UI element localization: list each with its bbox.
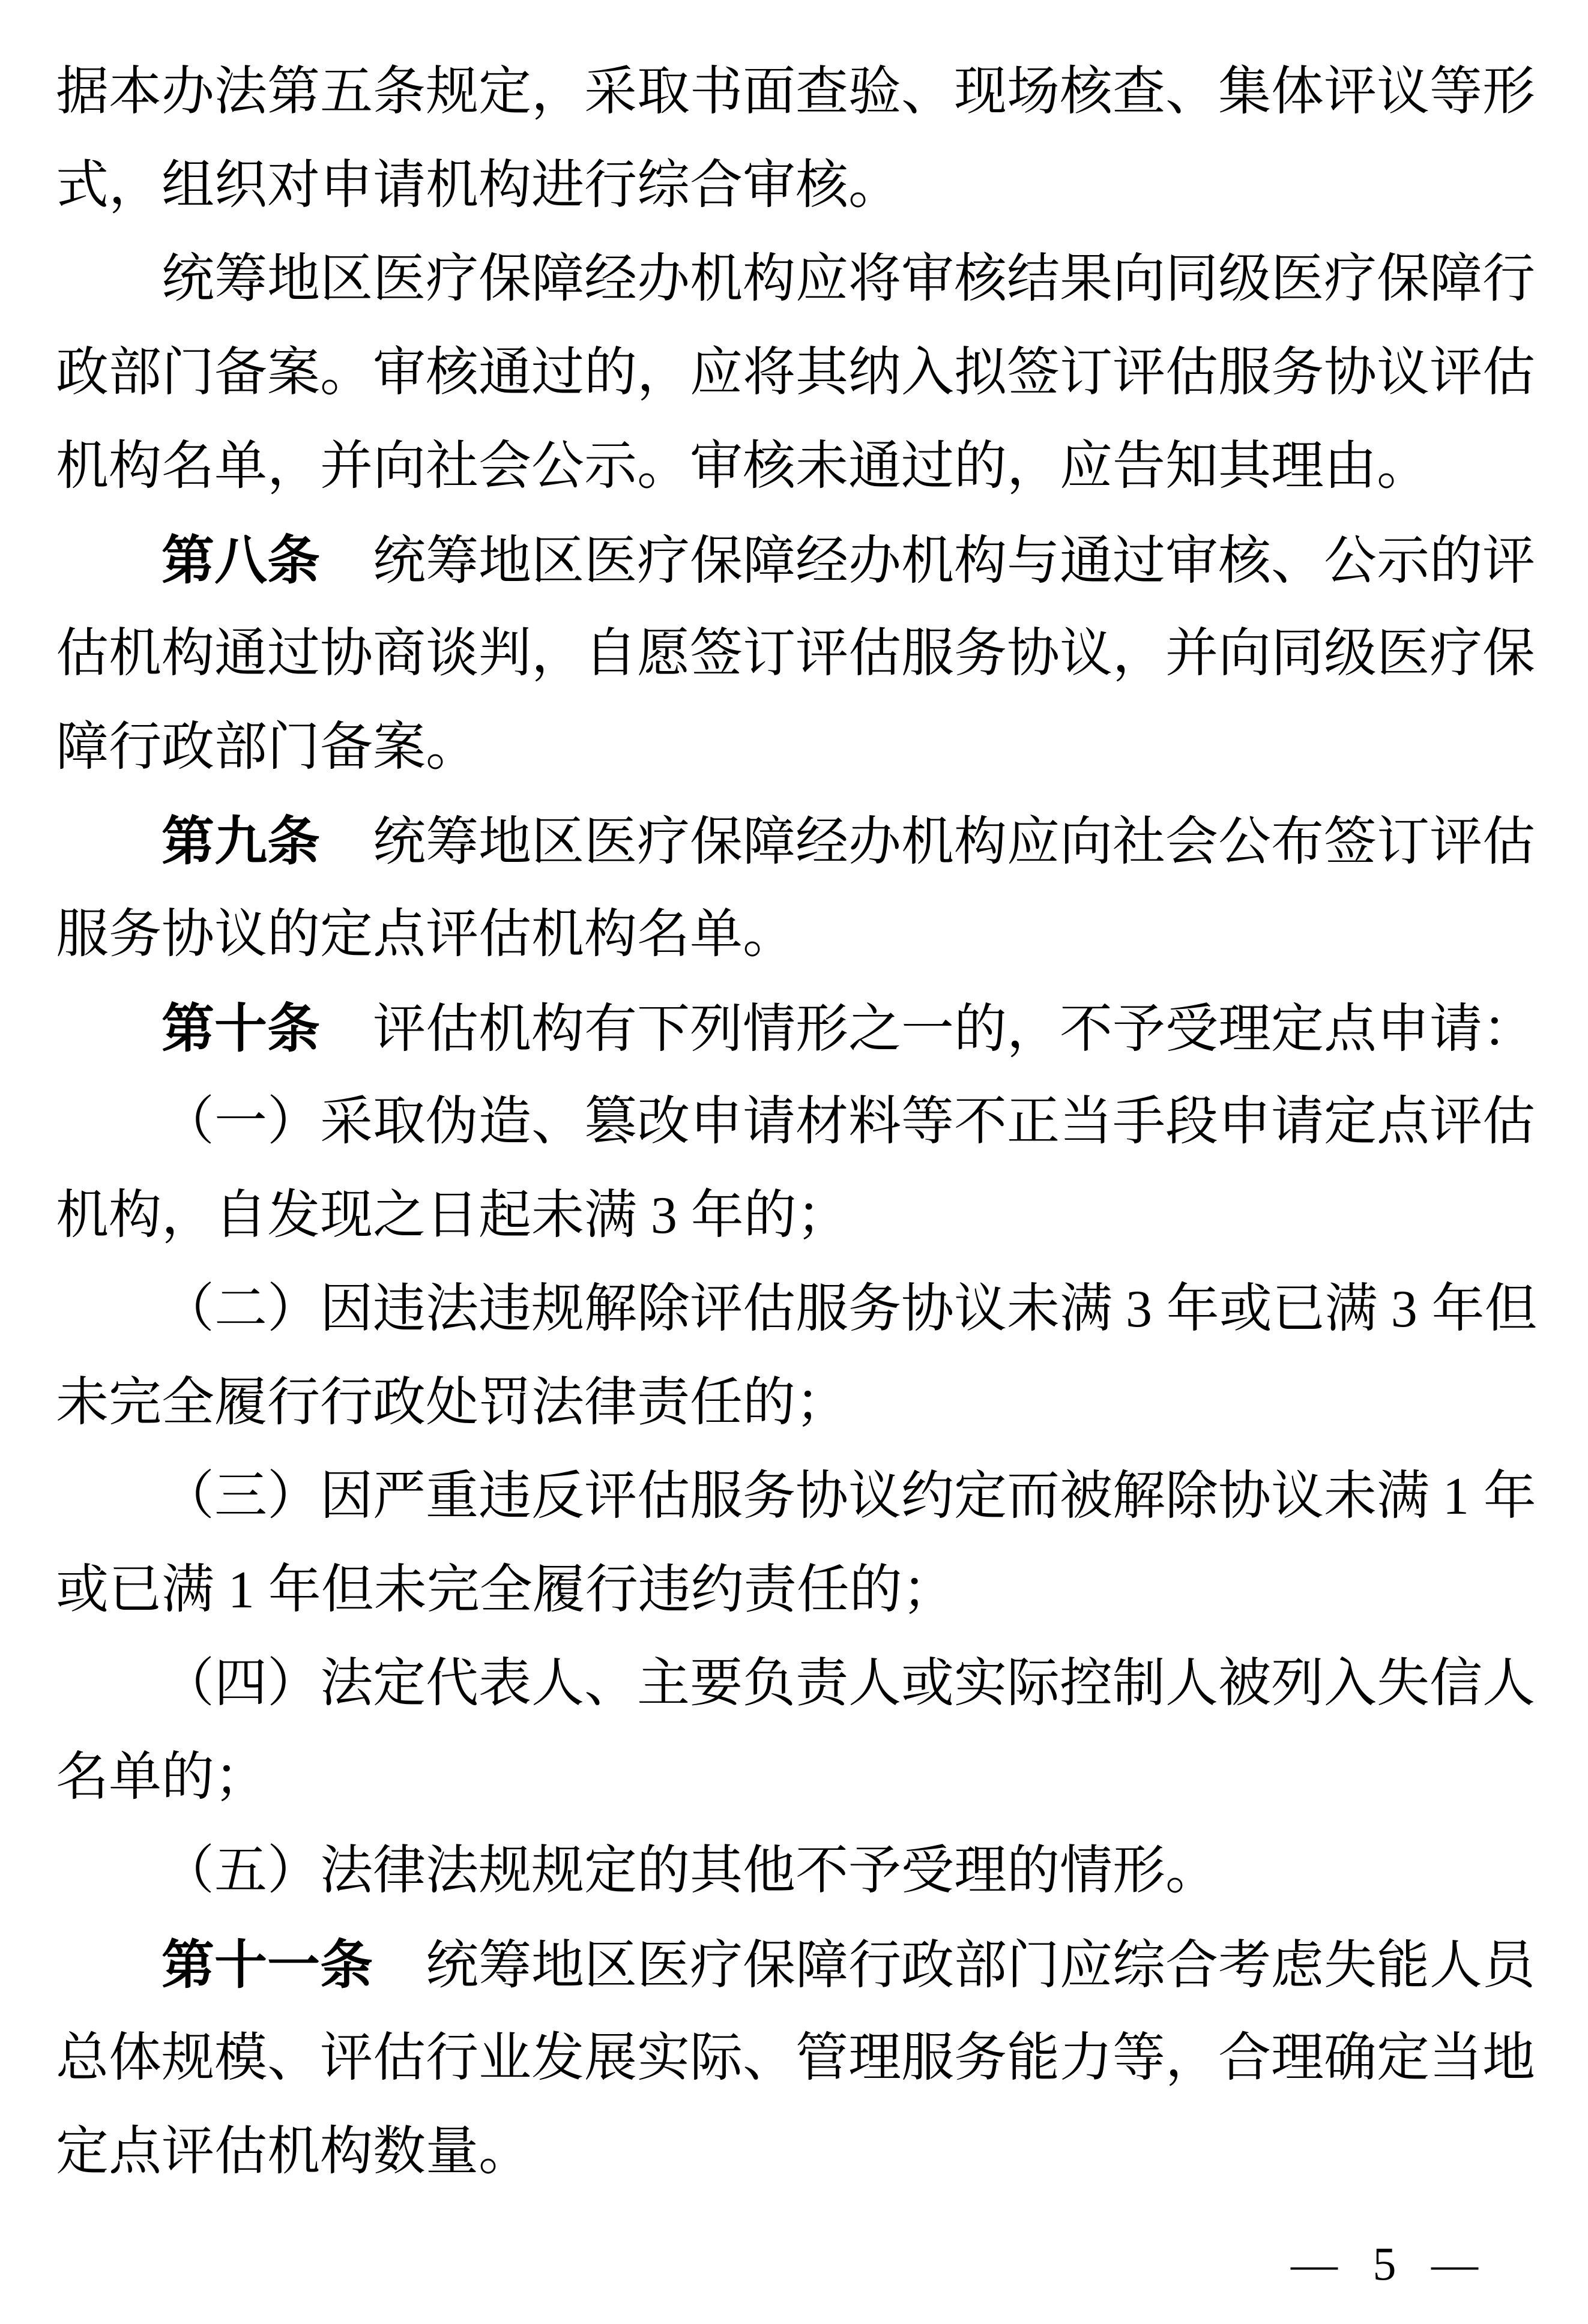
text-line: 服务协议的定点评估机构名单。 bbox=[56, 906, 796, 964]
text-line: （三）因严重违反评估服务协议约定而被解除协议未满 1 年 bbox=[56, 1450, 1535, 1544]
text-line: 估机构通过协商谈判，自愿签订评估服务协议，并向同级医疗保 bbox=[56, 625, 1536, 683]
text-line: 第八条 统筹地区医疗保障经办机构与通过审核、公示的评 bbox=[162, 531, 1536, 591]
text-line: 障行政部门备案。 bbox=[56, 718, 479, 777]
text-line: 第十一条 统筹地区医疗保障行政部门应综合考虑失能人员 bbox=[162, 1935, 1536, 1995]
text-line: 机构，自发现之日起未满 3 年的； bbox=[56, 1169, 1535, 1263]
article-number: 第九条 bbox=[162, 811, 321, 871]
page-number: — 5 — bbox=[1291, 2238, 1478, 2290]
text-line: 第十条 评估机构有下列情形之一的，不予受理定点申请： bbox=[162, 999, 1536, 1059]
numeral: 1 bbox=[1443, 1468, 1470, 1526]
text-line: （一）采取伪造、篡改申请材料等不正当手段申请定点评估 bbox=[162, 1093, 1536, 1151]
text-line: 总体规模、评估行业发展实际、管理服务能力等，合理确定当地 bbox=[56, 2029, 1536, 2088]
numeral: 3 bbox=[1390, 1280, 1417, 1338]
text-line: （二）因违法违规解除评估服务协议未满 3 年或已满 3 年但 bbox=[56, 1263, 1535, 1356]
text-line: 第九条 统筹地区医疗保障经办机构应向社会公布签订评估 bbox=[162, 811, 1536, 872]
text-line: 统筹地区医疗保障经办机构应将审核结果向同级医疗保障行 bbox=[162, 250, 1536, 309]
text-line: 定点评估机构数量。 bbox=[56, 2123, 532, 2181]
text-line: 名单的； bbox=[56, 1748, 268, 1807]
article-number: 第十一条 bbox=[162, 1935, 373, 1994]
numeral: 3 bbox=[1126, 1280, 1153, 1338]
article-number: 第十条 bbox=[162, 999, 321, 1058]
article-number: 第八条 bbox=[162, 531, 321, 590]
text-line: （四）法定代表人、主要负责人或实际控制人被列入失信人 bbox=[162, 1655, 1536, 1713]
text-line: 或已满 1 年但未完全履行违约责任的； bbox=[56, 1544, 1535, 1637]
text-line: 机构名单，并向社会公示。审核未通过的，应告知其理由。 bbox=[56, 438, 1430, 496]
numeral: 1 bbox=[228, 1561, 255, 1619]
text-line: 据本办法第五条规定，采取书面查验、现场核查、集体评议等形 bbox=[56, 63, 1536, 121]
document-body bbox=[56, 46, 1538, 2199]
text-line: 未完全履行行政处罚法律责任的； bbox=[56, 1374, 849, 1432]
text-line: 式，组织对申请机构进行综合审核。 bbox=[56, 157, 902, 215]
text-line: 政部门备案。审核通过的，应将其纳入拟签订评估服务协议评估 bbox=[56, 344, 1536, 402]
numeral: 3 bbox=[650, 1187, 677, 1245]
text-line: （五）法律法规规定的其他不予受理的情形。 bbox=[162, 1842, 1219, 1900]
